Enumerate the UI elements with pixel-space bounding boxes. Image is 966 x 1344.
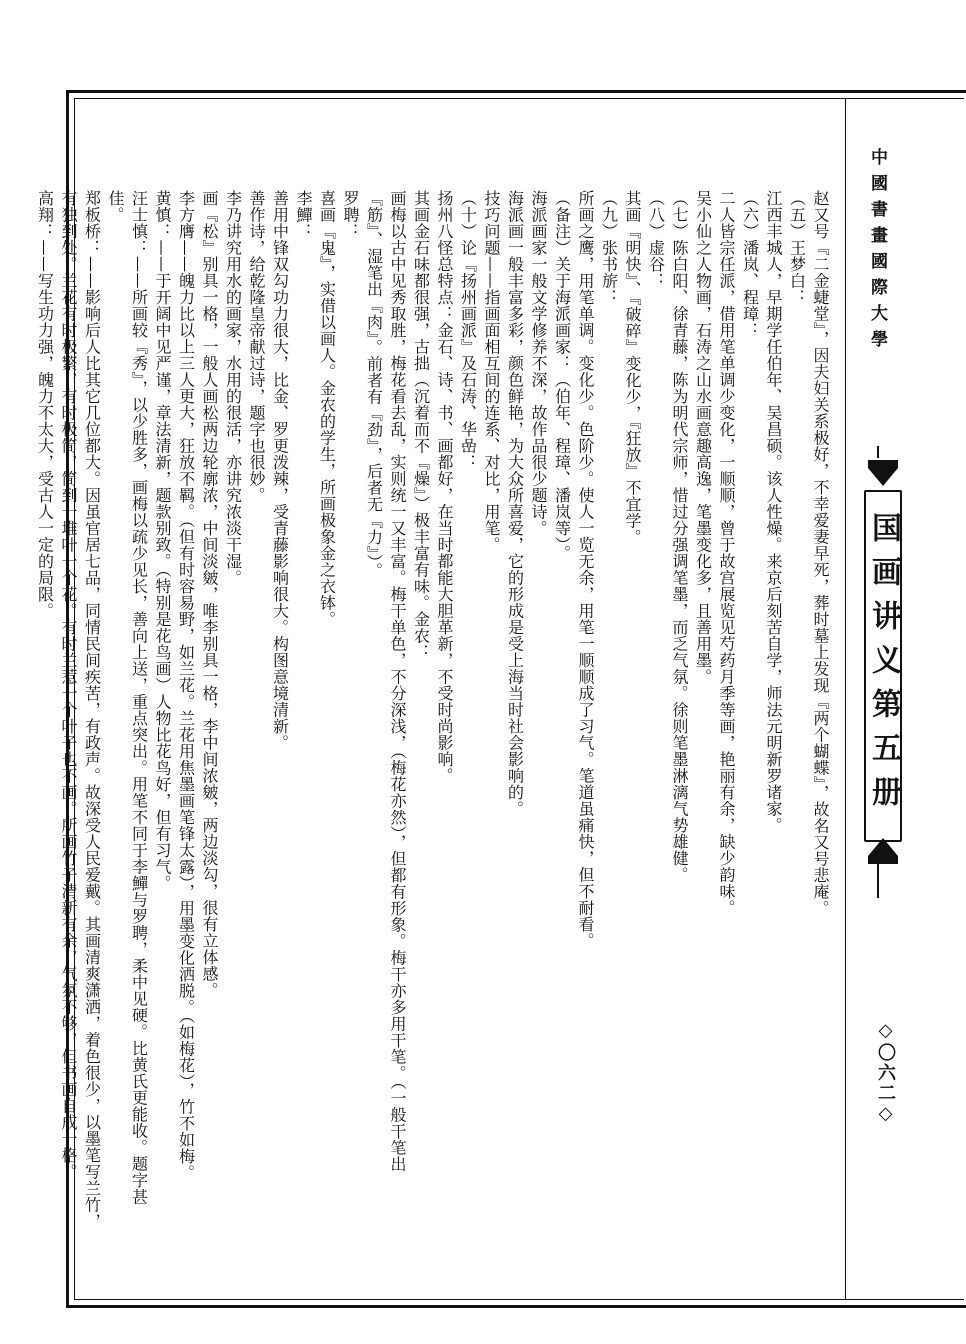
paragraph: 李鱓：: [294, 190, 313, 240]
paragraph: 技巧问题——指画面相互间的连系、对比，用笔。: [482, 190, 501, 553]
main-text: [35, 190, 832, 1230]
paragraph: 高翔：——写生功力强，魄力不太大，受古人一定的局限。: [35, 190, 55, 619]
page-number: ◇〇六二◇: [875, 1020, 896, 1126]
paragraph: 李方膺——魄力比以上三人更大，狂放不羁。（但有时容易野，如兰花。兰花用焦墨画笔锋太露），用墨变化洒脱。（如梅花），竹不如梅。: [176, 190, 196, 1181]
paragraph: 画『松』别具一格，一般人画松两边轮廓浓，中间淡皴，唯李别具一格，李中间浓皴，两边淡勾，很有立体感。: [200, 190, 219, 999]
paragraph: 黄慎：——于开阔中见严谨，章法清新，题款别致。（特别是花鸟画）人物比花鸟好，但有习气。: [153, 190, 172, 892]
book-title-box: [864, 490, 902, 842]
paragraph: 罗聘：: [341, 190, 360, 240]
paragraph: 善作诗，给乾隆皇帝献过诗，题字也很妙。: [247, 190, 266, 504]
ornament-rule-top: [877, 446, 879, 458]
paragraph: （七）陈白阳、徐青藤，陈为明代宗师，惜过分强调笔墨，而乏气氛。徐则笔墨淋漓气势雄健。: [670, 190, 689, 883]
book-title: 国画讲义第五册: [866, 512, 901, 820]
paragraph: 吴小仙之人物画，石涛之山水画意趣高逸，笔墨变化多，且善用墨。: [693, 190, 713, 685]
paragraph: 二人皆宗任派，借用笔单调少变化，一顺顺，曾于故宫展览见芍药月季等画，艳丽有余，缺少韵味。: [717, 190, 736, 916]
paragraph: （备注）关于海派画家：（伯年、程璋、潘岚等）。: [552, 190, 572, 562]
paragraph: （十）论『扬州画派』及石涛、华嵒：: [458, 190, 478, 471]
paragraph: 海派画家一般文学修养不深，故作品很少题诗。: [529, 190, 548, 537]
ornament-bottom: [868, 838, 898, 864]
paragraph: （八）虚谷：: [646, 190, 666, 289]
paragraph: 赵又号『二金蜨堂』，因夫妇关系极好，不幸爱妻早死，葬时墓上发现『两个蝴蝶』，故名又号悲庵。: [811, 190, 830, 917]
paragraph: 李乃讲究用水的画家，水用的很活，亦讲究浓淡干湿。: [223, 190, 243, 586]
paragraph: （五）王梦白：: [787, 190, 807, 306]
paragraph: 善用中锋双勾功力很大，比金、罗更泼辣，受青藤影响很大。构图意境清新。: [270, 190, 290, 751]
paragraph: 江西丰城人，早期学任伯年、吴昌硕。该人性燥。来京后刻苦自学，师法元明新罗诸家。: [764, 190, 783, 834]
paragraph: 海派画一般丰富多彩，颜色鲜艳，为大众所喜爱，它的形成是受上海当时社会影响的。: [505, 190, 525, 817]
paragraph: （九）张书旂：: [599, 190, 619, 306]
paragraph: 喜画『鬼』，实借以画人。金农的学生，所画极象金之衣钵。: [317, 190, 337, 628]
paragraph: 其画金石味都很强，古拙（沉着而不『燥』）极丰富有味。金农：: [411, 190, 431, 661]
paragraph: （六）潘岚、程璋：: [740, 190, 760, 339]
publisher-title: 中國書畫國際大學: [867, 148, 887, 356]
paragraph: 汪士慎：——所画较『秀』，以少胜多，画梅以疏少见长，善向上送，重点突出。用笔不同于李鱓与罗聘，柔中见硬。比黄氏更能收。题字甚佳。: [106, 190, 149, 1205]
margin-divider: [845, 98, 846, 1300]
paragraph: 所画之鹰，用笔单调。变化少。色阶少。使人一览无余，用笔一顺顺成了习气。笔道虽痛快，但不耐看。: [576, 190, 595, 949]
paragraph: 画梅以古中见秀取胜，梅花看去乱，实则统一又丰富。梅干单色，不分深浅，（梅花亦然），但都有形象。梅干亦多用干笔。（一般干笔出『筋』、湿笔出『肉』。前者有『劲』，后者无『力』）。: [364, 190, 407, 1173]
ornament-top: [868, 460, 898, 486]
paragraph: 其画『明快』、『破碎』变化少，『狂放』不宜学。: [623, 190, 642, 546]
ornament-rule-bottom: [877, 858, 879, 898]
paragraph: 扬州八怪总特点：金石、诗、书、画都好，在当时都能大胆革新，不受时尚影响。: [435, 190, 454, 784]
paragraph: 郑板桥：——影响后人比其它几位都大。因虽官居七品，同情民间疾苦，有政声。故深受人民爱戴。其画清爽潇洒，着色很少，以墨笔写兰竹，有独到处。兰花有时极繁，有时极简，简到一堆叶一个花。有时兰惹一个叶子也不画。所画竹子清新有余，气氛不够，但书画自成一格。: [59, 190, 102, 1230]
